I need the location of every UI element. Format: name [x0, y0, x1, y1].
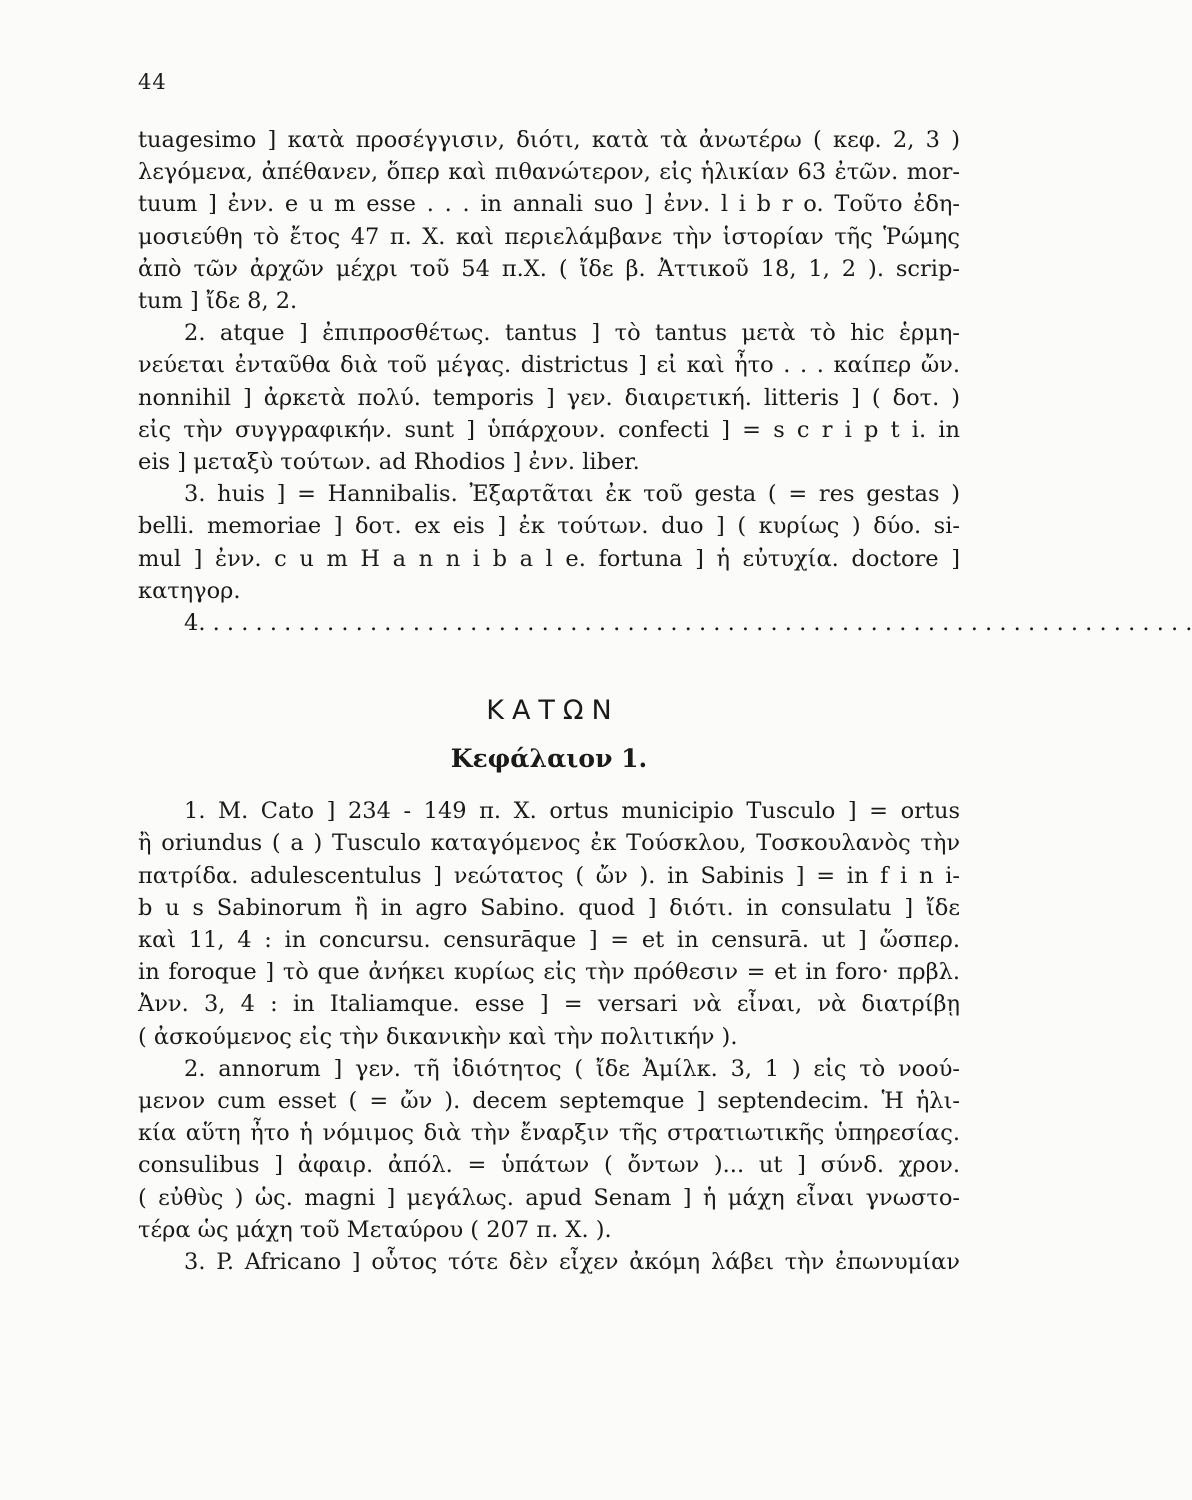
text-line: 1. M. Cato ] 234 - 149 π. Χ. ortus municipio Tusculo ] = ortus: [184, 798, 960, 825]
text-line: καὶ 11, 4 : in concursu. censurāque ] = et in censurā. ut ] ὥσπερ.: [138, 927, 960, 954]
chapter-title: Κεφάλαιον 1.: [450, 744, 648, 774]
text-line: τέρα ὡς μάχη τοῦ Μεταύρου ( 207 π. Χ. ).: [138, 1216, 612, 1243]
commentary-block-2: [138, 795, 960, 1278]
text-line: consulibus ] ἀφαιρ. ἀπόλ. = ὑπάτων ( ὄντων )... ut ] σύνδ. χρον.: [138, 1152, 960, 1179]
text-line: belli. memoriae ] δοτ. ex eis ] ἐκ τούτων. duo ] ( κυρίως ) δύο. si-: [138, 513, 960, 540]
text-line: mul ] ἐνν. c u m H a n n i b a l e. fortuna ] ἡ εὐτυχία. doctore ]: [138, 545, 960, 572]
text-line: nonnihil ] ἀρκετὰ πολύ. temporis ] γεν. διαιρετική. litteris ] ( δοτ. ): [138, 384, 960, 411]
section-title: ΚΑΤΩΝ: [486, 695, 620, 727]
text-line: μοσιεύθη τὸ ἔτος 47 π. Χ. καὶ περιελάμβανε τὴν ἱστορίαν τῆς Ῥώμης: [138, 223, 960, 250]
text-line: tuagesimo ] κατὰ προσέγγισιν, διότι, κατὰ τὰ ἀνωτέρω ( κεφ. 2, 3 ): [138, 127, 960, 153]
text-line: νεύεται ἐνταῦθα διὰ τοῦ μέγας. districtus ] εἰ καὶ ἦτο . . . καίπερ ὤν.: [138, 352, 960, 379]
text-line: eis ] μεταξὺ τούτων. ad Rhodios ] ἐνν. liber.: [138, 449, 640, 476]
text-line: in foroque ] τὸ que ἀνήκει κυρίως εἰς τὴν πρόθεσιν = et in foro· πρβλ.: [138, 959, 960, 986]
text-line: εἰς τὴν συγγραφικήν. sunt ] ὑπάρχουν. confecti ] = s c r i p t i. in: [138, 416, 960, 443]
dotted-line: 4. . . . . . . . . . . . . . . . . . . . . . . . . . . . . . . . . . . . . . . . . . . . . . . . . . . . . . . . . . . . . . . . . . . . . .: [184, 610, 1192, 637]
text-line: b u s Sabinorum ἢ in agro Sabino. quod ] διότι. in consulatu ] ἴδε: [138, 894, 960, 921]
book-page: [138, 70, 1192, 1278]
text-line: Ἀνν. 3, 4 : in Italiamque. esse ] = versari νὰ εἶναι, νὰ διατρίβῃ: [138, 991, 960, 1018]
text-line: μενον cum esset ( = ὤν ). decem septemque ] septendecim. Ἡ ἡλι-: [138, 1088, 960, 1115]
text-line: 2. annorum ] γεν. τῆ ἰδιότητος ( ἴδε Ἀμίλκ. 3, 1 ) εἰς τὸ νοού-: [184, 1055, 960, 1082]
text-line: 3. huis ] = Hannibalis. Ἐξαρτᾶται ἐκ τοῦ gesta ( = res gestas ): [184, 481, 960, 508]
text-line: ( εὐθὺς ) ὡς. magni ] μεγάλως. apud Senam ] ἡ μάχη εἶναι γνωστο-: [138, 1184, 960, 1211]
text-line: κία αὕτη ἦτο ἡ νόμιμος διὰ τὴν ἔναρξιν τῆς στρατιωτικῆς ὑπηρεσίας.: [138, 1120, 960, 1147]
page-number: 44: [138, 70, 167, 94]
text-line: κατηγορ.: [138, 577, 241, 604]
commentary-block-1: [138, 124, 1192, 639]
text-line: 2. atque ] ἐπιπροσθέτως. tantus ] τὸ tantus μετὰ τὸ hic ἑρμη-: [184, 320, 960, 347]
text-line: πατρίδα. adulescentulus ] νεώτατος ( ὤν ). in Sabinis ] = in f i n i-: [138, 862, 960, 889]
text-line: λεγόμενα, ἀπέθανεν, ὅπερ καὶ πιθανώτερον, εἰς ἡλικίαν 63 ἐτῶν. mor-: [138, 159, 960, 186]
text-line: 3. P. Africano ] οὗτος τότε δὲν εἶχεν ἀκόμη λάβει τὴν ἐπωνυμίαν: [184, 1249, 960, 1276]
text-line: tum ] ἴδε 8, 2.: [138, 288, 298, 315]
text-line: tuum ] ἐνν. e u m esse . . . in annali suo ] ἐνν. l i b r o. Τοῦτο ἐδη-: [138, 191, 960, 218]
text-line: ἀπὸ τῶν ἀρχῶν μέχρι τοῦ 54 π.Χ. ( ἴδε β. Ἀττικοῦ 18, 1, 2 ). scrip-: [138, 255, 960, 282]
text-line: ( ἀσκούμενος εἰς τὴν δικανικὴν καὶ τὴν πολιτικήν ).: [138, 1023, 738, 1050]
text-line: ἢ oriundus ( a ) Tusculo καταγόμενος ἐκ Τούσκλου, Τοσκουλανὸς τὴν: [138, 830, 960, 857]
